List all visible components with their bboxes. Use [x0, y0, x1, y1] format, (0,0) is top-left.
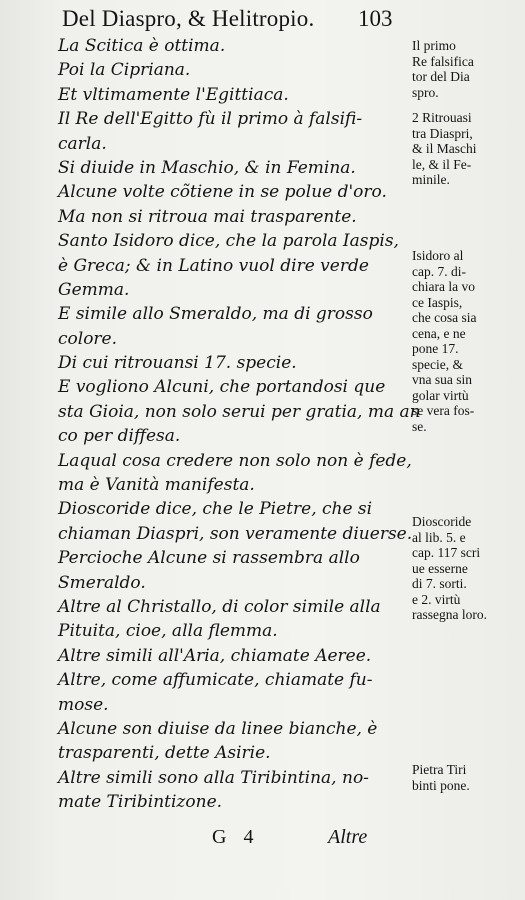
- margin-note-line: se vera fos-: [412, 403, 475, 418]
- margin-note-line: cena, e ne: [412, 325, 466, 341]
- margin-note-line: cap. 117 scri: [412, 545, 481, 560]
- text-line: sta Gioia, non solo serui per gratia, ma an: [58, 401, 421, 422]
- margin-note-line: golar virtù: [412, 387, 469, 403]
- text-line: colore.: [58, 328, 118, 349]
- margin-note-line: Dioscoride: [412, 514, 472, 529]
- margin-note-line: ue esserne: [412, 560, 468, 576]
- text-line: Smeraldo.: [58, 572, 146, 593]
- margin-note-line: che cosa sia: [412, 310, 477, 325]
- text-line: ma è Vanità manifesta.: [58, 475, 255, 496]
- text-line: co per diffesa.: [58, 426, 181, 447]
- text-line: Altre, come affumicate, chiamate fu-: [58, 670, 373, 691]
- text-line: Altre simili sono alla Tiribintina, no-: [58, 767, 369, 788]
- margin-note-line: Isidoro al: [412, 248, 464, 263]
- text-line: La Scitica è ottima.: [58, 36, 226, 56]
- margin-note-line: ce Iaspis,: [412, 294, 463, 310]
- margin-note: [412, 248, 522, 434]
- margin-note-line: rassegna loro.: [412, 607, 487, 622]
- text-line: Di cui ritrouansi 17. specie.: [58, 353, 297, 374]
- text-line: trasparenti, dette Asirie.: [58, 743, 271, 764]
- margin-note-line: tor del Dia: [412, 69, 470, 84]
- margin-note: [412, 38, 522, 100]
- margin-note-line: al lib. 5. e: [412, 529, 466, 545]
- margin-note-line: chiara la vo: [412, 279, 475, 294]
- margin-note-line: e 2. virtù: [412, 591, 461, 607]
- text-line: Et vltimamente l'Egittiaca.: [58, 84, 289, 105]
- margin-note-line: di 7. sorti.: [412, 576, 467, 591]
- margin-note-line: spro.: [412, 84, 439, 100]
- text-line: Ma non si ritroua mai trasparente.: [58, 206, 357, 227]
- text-line: Dioscoride dice, che le Pietre, che si: [58, 499, 373, 520]
- margin-note: [412, 762, 522, 793]
- margin-note-line: minile.: [412, 172, 450, 187]
- margin-note-line: pone 17.: [412, 341, 459, 356]
- page-footer: [0, 826, 525, 856]
- text-line: carla.: [58, 133, 107, 154]
- text-line: Altre al Christallo, di color simile alla: [58, 596, 381, 617]
- margin-note-line: Il primo: [412, 38, 456, 53]
- text-line: Santo Isidoro dice, che la parola Iaspis,: [58, 231, 399, 252]
- text-line: Gemma.: [58, 279, 130, 300]
- margin-note-line: binti pone.: [412, 777, 470, 793]
- text-line: Laqual cosa credere non solo non è fede,: [58, 450, 412, 471]
- text-line: Poi la Cipriana.: [58, 60, 191, 81]
- margin-note-line: tra Diaspri,: [412, 125, 473, 141]
- text-line: Pituita, cioe, alla flemma.: [58, 621, 278, 642]
- text-line: mose.: [58, 694, 109, 715]
- text-line: è Greca; & in Latino vuol dire verde: [58, 255, 369, 276]
- catchword: Altre: [328, 826, 368, 848]
- margin-note-line: vna sua sin: [412, 372, 472, 387]
- margin-note-line: cap. 7. di-: [412, 263, 466, 279]
- text-line: E simile allo Smeraldo, ma di grosso: [58, 304, 373, 325]
- text-line: E vogliono Alcuni, che portandosi que: [58, 377, 386, 398]
- signature-mark: G 4: [212, 826, 260, 848]
- margin-note-line: se.: [412, 418, 427, 434]
- running-title: Del Diaspro, & Helitropio.: [62, 6, 315, 31]
- text-line: Alcune volte cõtiene in se polue d'oro.: [58, 182, 387, 203]
- text-line: Altre simili all'Aria, chiamate Aeree.: [58, 645, 372, 666]
- text-line: chiaman Diaspri, son veramente diuerse.: [58, 523, 413, 544]
- page-number: 103: [358, 6, 393, 31]
- text-line: mate Tiribintizone.: [58, 792, 223, 813]
- running-header: [0, 6, 525, 36]
- margin-note-line: & il Maschi: [412, 141, 477, 156]
- text-line: Percioche Alcune si rassembra allo: [58, 548, 360, 569]
- main-text: [58, 34, 421, 815]
- margin-note: [412, 514, 522, 623]
- text-line: Si diuide in Maschio, & in Femina.: [58, 157, 356, 178]
- margin-note: [412, 110, 522, 188]
- margin-note-line: 2 Ritrouasi: [412, 110, 472, 125]
- text-line: Alcune son diuise da linee bianche, è: [58, 718, 378, 739]
- margin-note-line: Pietra Tiri: [412, 762, 467, 777]
- text-line: Il Re dell'Egitto fù il primo à falsifi-: [58, 109, 363, 130]
- margin-note-line: specie, &: [412, 356, 463, 372]
- margin-note-line: Re falsifica: [412, 53, 474, 69]
- margin-note-line: le, & il Fe-: [412, 156, 472, 172]
